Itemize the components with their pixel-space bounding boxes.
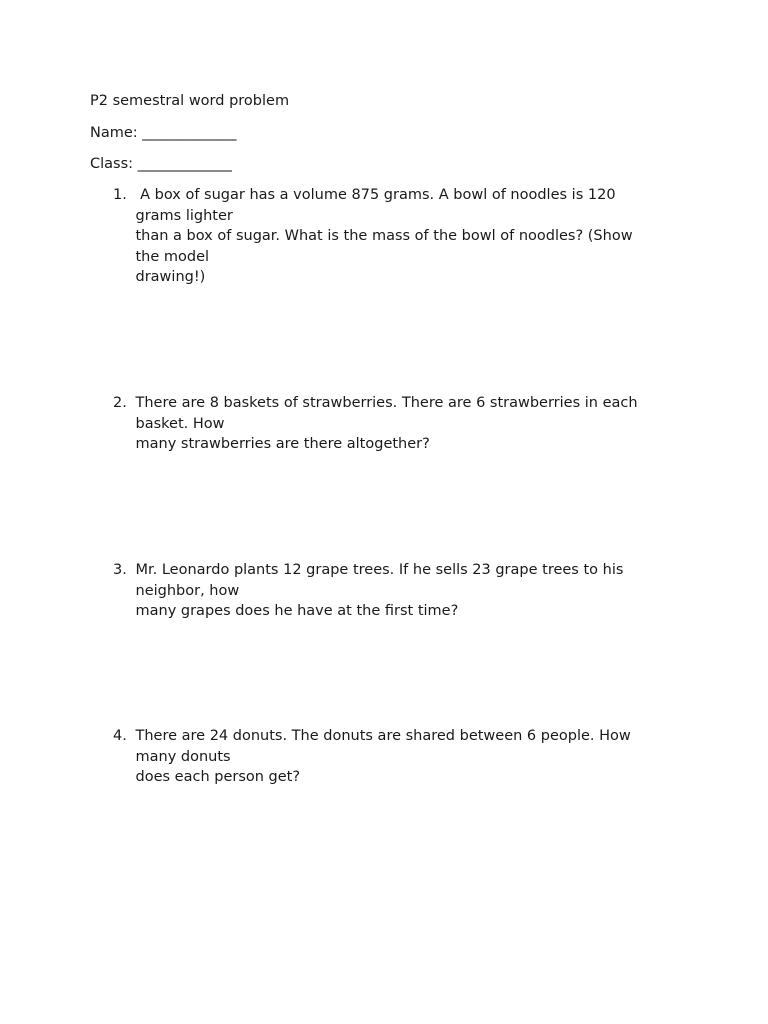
question-number: 1.: [113, 187, 127, 203]
question-line: the model: [135, 248, 210, 265]
class-field-label: Class: _____________: [90, 156, 232, 172]
question-line: drawing!): [135, 269, 206, 285]
question-number: 4.: [113, 728, 127, 744]
question-number: 2.: [113, 395, 127, 411]
question-line: does each person get?: [135, 769, 301, 785]
question-line: many donuts: [135, 748, 231, 765]
question-line: A box of sugar has a volume 875 grams. A bowl of noodles is 120: [135, 187, 616, 203]
question-line: grams lighter: [135, 207, 233, 224]
question-text: [136, 393, 638, 455]
question-line: many strawberries are there altogether?: [135, 436, 430, 452]
question-line: There are 24 donuts. The donuts are shared between 6 people. How: [135, 728, 631, 744]
question-text: [136, 560, 624, 622]
question-line: Mr. Leonardo plants 12 grape trees. If he sells 23 grape trees to his: [135, 562, 624, 578]
name-field-label: Name: _____________: [90, 125, 237, 141]
question-line: basket. How: [135, 415, 225, 432]
question-line: neighbor, how: [135, 582, 240, 599]
question-text: [136, 726, 631, 788]
question-line: many grapes does he have at the first time?: [135, 603, 459, 619]
question-line: There are 8 baskets of strawberries. There are 6 strawberries in each: [135, 395, 638, 411]
question-text: [136, 185, 633, 288]
question-number: 3.: [113, 562, 127, 578]
worksheet-title: P2 semestral word problem: [90, 93, 290, 109]
question-line: than a box of sugar. What is the mass of the bowl of noodles? (Show: [135, 228, 633, 244]
